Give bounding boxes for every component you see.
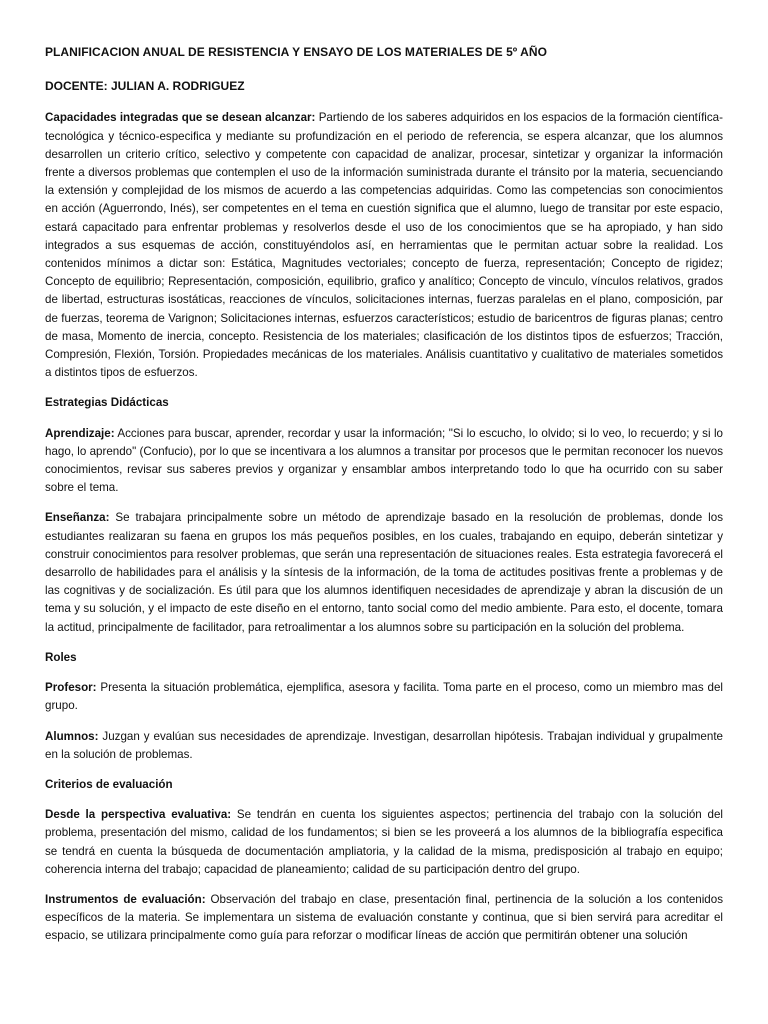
heading-criterios: Criterios de evaluación <box>45 777 173 791</box>
ensenanza-text: Se trabajara principalmente sobre un método de aprendizaje basado en la resolución de problemas, donde los estudiantes realizaran su faena en grupos los más pequeños posibles, en los cuales, trabajando en equipo, deberán sintetizar y construir conocimientos para resolver problemas, que serán una representación de situaciones reales. Esta estrategia favorecerá el desarrollo de habilidades para el análisis y la síntesis de la información, de la toma de actitudes positivas frente a problemas y de las cognitivas y de socialización. Es útil para que los alumnos identifiquen necesidades de aprendizaje y abran la discusión de un tema y su solución, y el impacto de este diseño en el entorno, tanto social como del medio ambiente. Para esto, el docente, tomara la actitud, principalmente de facilitador, para retroalimentar a los alumnos sobre su participación en la solución del problema. <box>45 511 723 634</box>
paragraph-aprendizaje <box>45 425 723 498</box>
paragraph-alumnos <box>45 728 723 764</box>
instrumentos-label: Instrumentos de evaluación: <box>45 892 206 906</box>
document-page <box>45 43 723 958</box>
profesor-label: Profesor: <box>45 681 97 695</box>
heading-roles: Roles <box>45 650 77 664</box>
alumnos-text: Juzgan y evalúan sus necesidades de aprendizaje. Investigan, desarrollan hipótesis. Trabajan individual y grupalmente en la solución de problemas. <box>45 729 723 761</box>
alumnos-label: Alumnos: <box>45 729 99 743</box>
aprendizaje-label: Aprendizaje: <box>45 426 115 440</box>
paragraph-capacidades <box>45 109 723 382</box>
heading-estrategias: Estrategias Didácticas <box>45 396 169 410</box>
teacher-name: DOCENTE: JULIAN A. RODRIGUEZ <box>45 79 245 94</box>
perspectiva-text: Se tendrán en cuenta los siguientes aspectos; pertinencia del trabajo con la solución del problema, presentación del mismo, calidad de los fundamentos; si bien se les proveerá a los alumnos de la bibliografía especifica se tendrá en cuenta la búsqueda de documentación ampliatoria, y la calidad de la misma, predisposición al trabajo en equipo; coherencia interna del trabajo; capacidad de planeamiento; calidad de su participación dentro del grupo. <box>45 808 723 876</box>
capacidades-label: Capacidades integradas que se desean alcanzar: <box>45 111 316 125</box>
paragraph-perspectiva <box>45 806 723 879</box>
ensenanza-label: Enseñanza: <box>45 511 110 525</box>
paragraph-profesor <box>45 679 723 715</box>
document-title: PLANIFICACION ANUAL DE RESISTENCIA Y ENSAYO DE LOS MATERIALES DE 5º AÑO <box>45 45 547 59</box>
instrumentos-text: Observación del trabajo en clase, presentación final, pertinencia de la solución a los contenidos específicos de la materia. Se implementara un sistema de evaluación constante y continua, que si bien servirá para acreditar el espacio, se utilizara principalmente como guía para reforzar o modificar líneas de acción que permitirán obtener una solución <box>45 892 723 943</box>
perspectiva-label: Desde la perspectiva evaluativa: <box>45 808 232 822</box>
paragraph-ensenanza <box>45 509 723 636</box>
capacidades-text: Partiendo de los saberes adquiridos en los espacios de la formación científica-tecnológica y técnico-especifica y mediante su profundización en el periodo de referencia, se espera alcanzar, que los alumnos desarrollen un criterio crítico, selectivo y competente con capacidad de analizar, procesar, sintetizar y organizar la información frente a diversos problemas que contemplen el uso de la información suministrada durante el tránsito por la materia, secuenciando la extensión y complejidad de los mismos de acuerdo a las competencias adquiridas. Como las competencias son conocimientos en acción (Aguerrondo, Inés), ser competentes en el tema en cuestión significa que el alumno, luego de transitar por este espacio, estará capacitado para enfrentar problemas y resolverlos desde el uso de los conocimientos que se ha apropiado, y han sido integrados a sus esquemas de acción, constituyéndolos así, en herramientas que le permitan actuar sobre la realidad. Los contenidos mínimos a dictar son: Estática, Magnitudes vectoriales; concepto de fuerza, representación; Concepto de rigidez; Concepto de equilibrio; Representación, composición, equilibrio, grafico y analítico; Concepto de vinculo, vínculos relativos, grados de libertad, estructuras isostáticas, reacciones de vínculos, solicitaciones internas, fuerzas paralelas en el plano, composición, par de fuerzas, teorema de Varignon; Solicitaciones internas, esfuerzos característicos; estudio de baricentros de figuras planas; centro de masa, Momento de inercia, concepto. Resistencia de los materiales; clasificación de los distintos tipos de esfuerzos; Tracción, Compresión, Flexión, Torsión. Propiedades mecánicas de los materiales. Análisis cuantitativo y cualitativo de materiales sometidos a distintos tipos de esfuerzos. <box>45 111 723 380</box>
aprendizaje-text: Acciones para buscar, aprender, recordar y usar la información; "Si lo escucho, lo olvido; si lo veo, lo recuerdo; y si lo hago, lo aprendo" (Confucio), por lo que se incentivara a los alumnos a transitar por procesos que le permitan reconocer los nuevos conocimientos, revisar sus saberes previos y organizar y ensamblar ambos interpretando todo lo que ha ocurrido con su saber sobre el tema. <box>45 426 723 495</box>
paragraph-instrumentos <box>45 891 723 946</box>
profesor-text: Presenta la situación problemática, ejemplifica, asesora y facilita. Toma parte en el proceso, como un miembro mas del grupo. <box>45 681 723 713</box>
